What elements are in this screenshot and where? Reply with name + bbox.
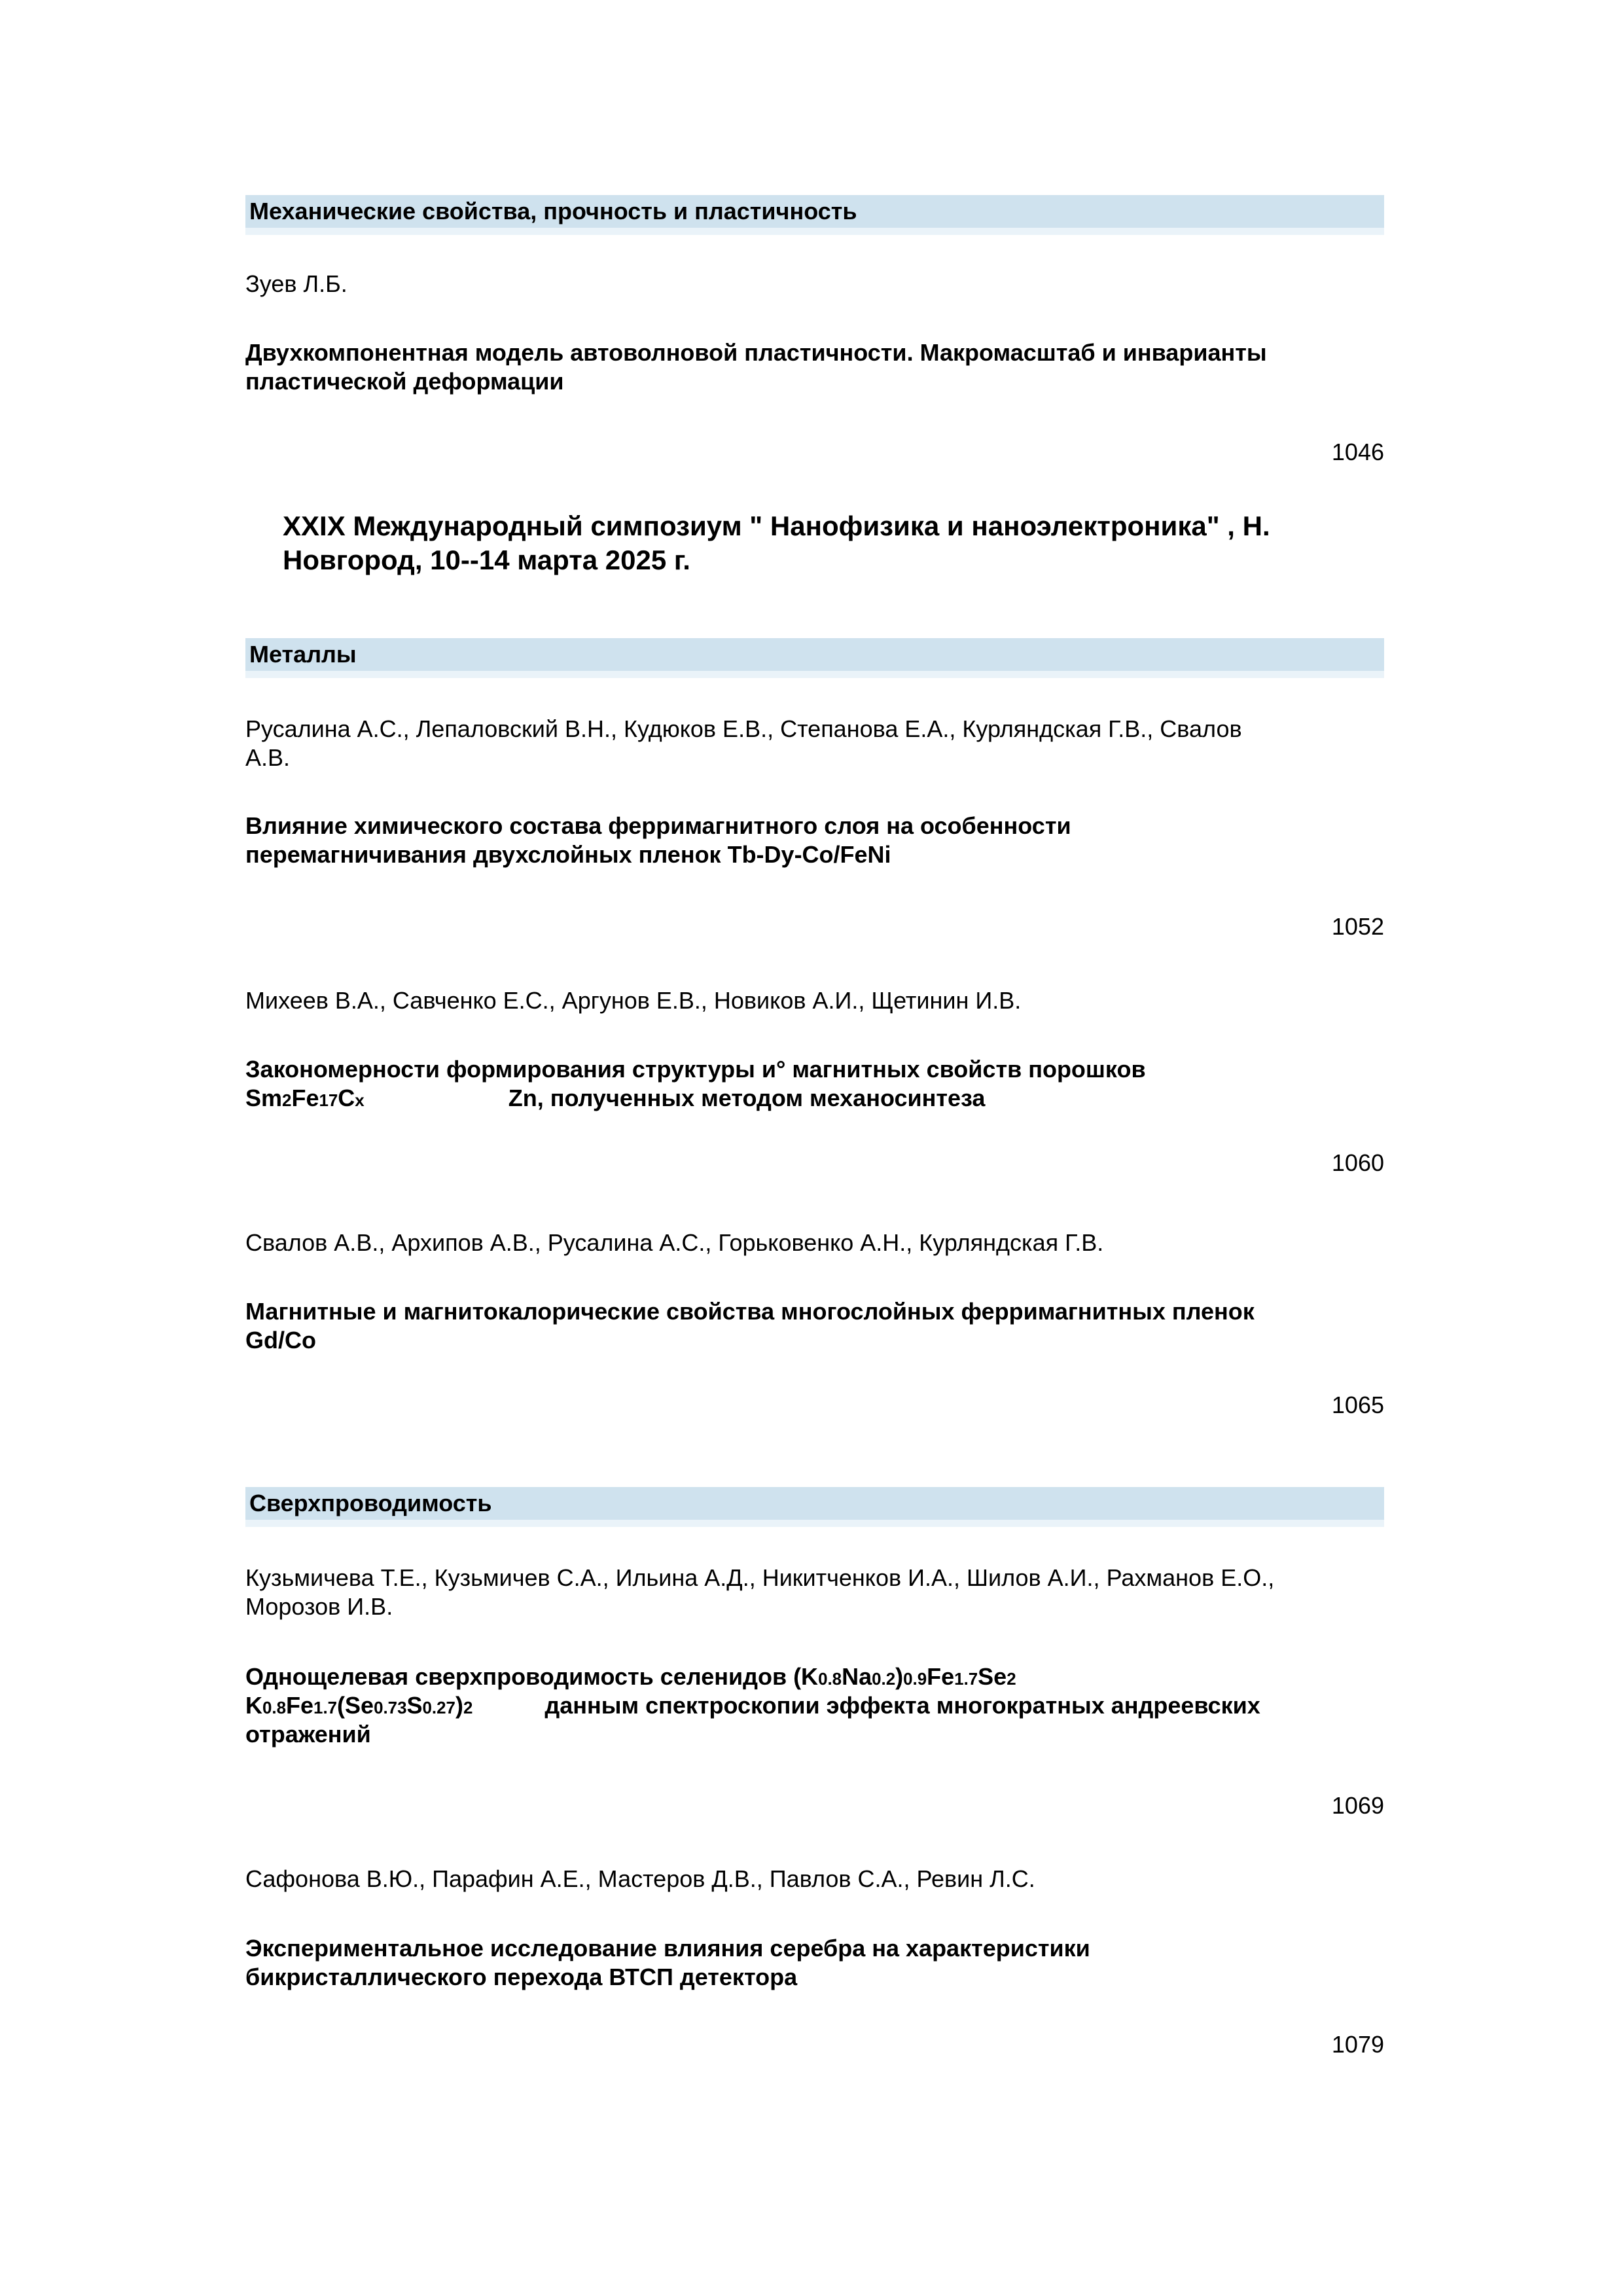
entry-4-page-number: 1065 bbox=[1331, 1391, 1384, 1418]
entry-4-authors: Свалов А.В., Архипов А.В., Русалина А.С., Горьковенко А.Н., Курляндская Г.В. bbox=[245, 1229, 1104, 1256]
entry-5-authors bbox=[245, 1564, 1384, 1621]
entry-5-page-number: 1069 bbox=[1331, 1792, 1384, 1819]
entry-6-page-number: 1079 bbox=[1331, 2031, 1384, 2058]
entry-3-page-number: 1060 bbox=[1331, 1149, 1384, 1176]
entry-2-title bbox=[245, 812, 1384, 869]
section-band-superconductivity: Сверхпроводимость bbox=[245, 1487, 1384, 1520]
entry-2-title-line-1: Влияние химического состава ферримагнитного слоя на особенности bbox=[245, 812, 1071, 839]
entry-3-authors: Михеев В.А., Савченко Е.С., Аргунов Е.В., Новиков А.И., Щетинин И.В. bbox=[245, 987, 1022, 1014]
entry-3-title-line-1: Закономерности формирования структуры и° магнитных свойств порошков bbox=[245, 1056, 1146, 1083]
entry-1-page-number: 1046 bbox=[1331, 439, 1384, 465]
entry-5-title-line-3: отражений bbox=[245, 1721, 371, 1748]
entry-6-authors: Сафонова В.Ю., Парафин А.Е., Мастеров Д.В., Павлов С.А., Ревин Л.С. bbox=[245, 1865, 1035, 1892]
entry-4-title-line-1: Магнитные и магнитокалорические свойства многослойных ферримагнитных пленок bbox=[245, 1298, 1255, 1325]
entry-2-authors-line-2: А.В. bbox=[245, 744, 291, 771]
entry-1-title-line-2: пластической деформации bbox=[245, 368, 564, 395]
entry-5-authors-line-1: Кузьмичева Т.Е., Кузьмичев С.А., Ильина А.Д., Никитченков И.А., Шилов А.И., Рахманов Е.О., bbox=[245, 1564, 1275, 1591]
entry-4-title bbox=[245, 1297, 1384, 1355]
entry-2-authors bbox=[245, 715, 1384, 772]
entry-5-title-formula-line-2: K0.8Fe1.7(Se0.73S0.27)2 данным спектроскопии эффекта многократных андреевских bbox=[245, 1692, 1260, 1719]
entry-5-title bbox=[245, 1662, 1384, 1749]
entry-6-title-line-1: Экспериментальное исследование влияния серебра на характеристики bbox=[245, 1935, 1090, 1962]
section-band-mechanics: Механические свойства, прочность и пластичность bbox=[245, 195, 1384, 228]
entry-6-title bbox=[245, 1934, 1384, 1992]
entry-5-title-formula-line-1: Однощелевая сверхпроводимость селенидов (K0.8Na0.2)0.9Fe1.7Se2 bbox=[245, 1663, 1016, 1690]
conference-heading-line-2: Новгород, 10--14 марта 2025 г. bbox=[283, 545, 690, 575]
conference-heading-line-1: XXIX Международный симпозиум " Нанофизика и наноэлектроника" , Н. bbox=[283, 511, 1270, 541]
conference-heading bbox=[283, 509, 1384, 577]
entry-2-authors-line-1: Русалина А.С., Лепаловский В.Н., Кудюков Е.В., Степанова Е.А., Курляндская Г.В., Свалов bbox=[245, 715, 1242, 742]
entry-2-title-line-2: перемагничивания двухслойных пленок Tb-Dy-Co/FeNi bbox=[245, 841, 891, 868]
entry-5-authors-line-2: Морозов И.В. bbox=[245, 1593, 393, 1620]
entry-6-title-line-2: бикристаллического перехода ВТСП детектора bbox=[245, 1964, 798, 1990]
entry-1-title-line-1: Двухкомпонентная модель автоволновой пластичности. Макромасштаб и инварианты bbox=[245, 339, 1267, 366]
entry-4-title-line-2: Gd/Co bbox=[245, 1327, 316, 1354]
entry-3-title bbox=[245, 1055, 1384, 1113]
entry-1-authors: Зуев Л.Б. bbox=[245, 270, 348, 297]
section-band-metals: Металлы bbox=[245, 638, 1384, 671]
entry-3-title-formula-line: Sm2Fe17Cx Zn, полученных методом механосинтеза bbox=[245, 1085, 986, 1111]
entry-1-title bbox=[245, 338, 1384, 396]
entry-2-page-number: 1052 bbox=[1331, 913, 1384, 940]
